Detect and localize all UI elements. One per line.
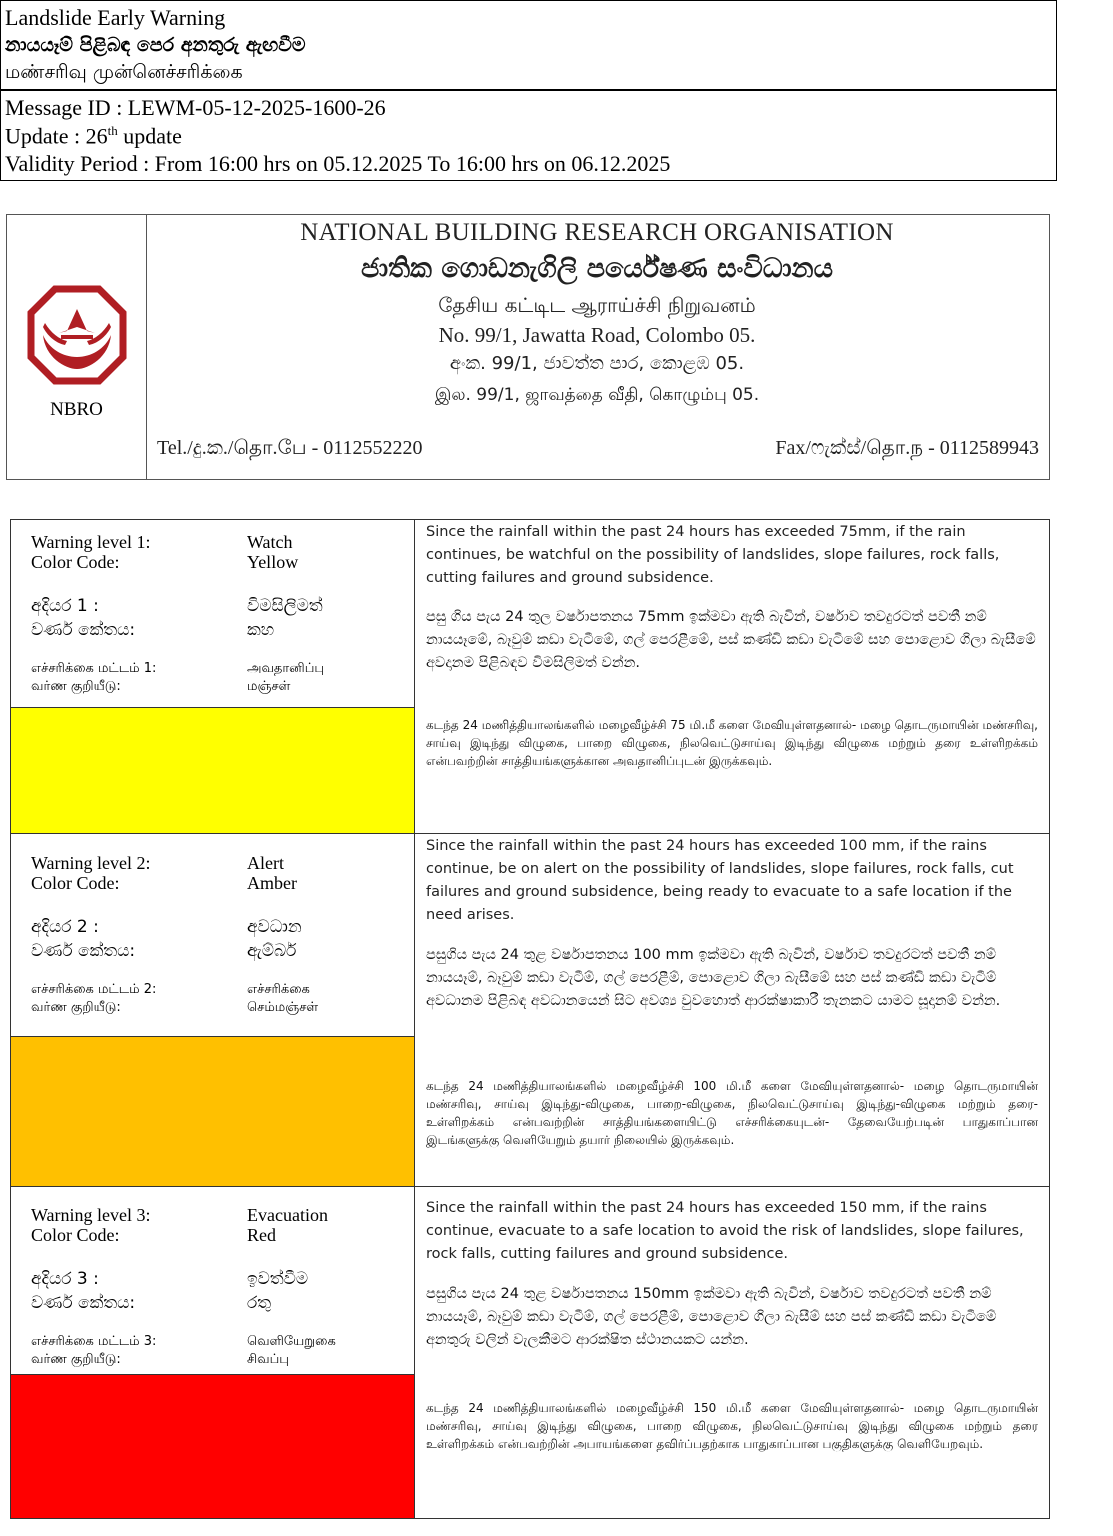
validity-period: Validity Period : From 16:00 hrs on 05.12.2025 To 16:00 hrs on 06.12.2025: [5, 151, 671, 176]
color-swatch-amber: [11, 1037, 414, 1186]
address-tamil: இல. 99/1, ஜாவத்தை வீதி, கொழும்பு 05.: [434, 385, 760, 405]
warning-row-level-1: [11, 520, 1049, 834]
level-value-en: Watch: [247, 532, 293, 552]
level-label-en: Warning level 3:: [31, 1205, 151, 1225]
color-value-en: Red: [247, 1225, 276, 1245]
level-value-en: Evacuation: [247, 1205, 328, 1225]
title-tamil: மண்சரிவு முன்னெச்சரிக்கை: [5, 61, 243, 83]
nbro-logo-icon: [25, 283, 129, 387]
level-value-ta: வெளியேறுகை: [247, 1334, 336, 1349]
warning-description-cell: [416, 834, 1049, 1186]
level-value-ta: எச்சரிக்கை: [247, 982, 310, 997]
color-value-en: Amber: [247, 873, 297, 893]
color-swatch-red: [11, 1375, 414, 1518]
logo-label: NBRO: [50, 399, 103, 420]
color-value-si: ඇම්බර්: [247, 941, 297, 961]
color-label-si: වර්ණ කේතය:: [31, 1293, 136, 1313]
description-tamil: கடந்த 24 மணித்தியாலங்களில் மழைவீழ்ச்சி 75 மி.மீ களை மேவியுள்ளதனால்- மழை தொடருமாயின் மண்சரிவு, சாய்வு இடிந்து விழுகை, பாறை விழுகை, நிலவெட்டுசாய்வு இடிந்து விழுகை மற்றும் தரை உள்ளிறக்கம் என்பவற்றின் சாத்தியங்களுக்கான அவதானிப்புடன் இருக்கவும்.: [426, 718, 1038, 768]
color-label-en: Color Code:: [31, 1225, 120, 1245]
warning-label-area: [11, 1187, 414, 1375]
org-name-english: NATIONAL BUILDING RESEARCH ORGANISATION: [300, 219, 894, 246]
warning-label-cell: [11, 1187, 415, 1518]
warning-label-area: [11, 834, 414, 1037]
message-info-box: [0, 89, 1057, 181]
update-number: Update : 26th update: [5, 123, 182, 149]
warning-levels-table: [10, 519, 1050, 1519]
organisation-letterhead: [6, 214, 1050, 480]
color-label-ta: வர்ண குறியீடு:: [31, 1352, 121, 1367]
color-label-en: Color Code:: [31, 552, 120, 572]
color-value-ta: சிவப்பு: [247, 1352, 289, 1367]
color-swatch-yellow: [11, 708, 414, 833]
color-value-ta: மஞ்சள்: [247, 679, 291, 694]
level-value-en: Alert: [247, 853, 284, 873]
warning-description-cell: [416, 520, 1049, 833]
level-label-ta: எச்சரிக்கை மட்டம் 3:: [31, 1334, 157, 1349]
warning-label-cell: [11, 520, 415, 833]
color-label-ta: வர்ண குறியீடு:: [31, 1000, 121, 1015]
level-value-si: අවධාන: [247, 917, 302, 937]
title-english: Landslide Early Warning: [5, 5, 226, 30]
warning-label-cell: [11, 834, 415, 1186]
org-name-sinhala: ජාතික ගොඩනැගිලි පර්යේෂණ සංවිධානය: [360, 253, 834, 284]
level-label-en: Warning level 2:: [31, 853, 151, 873]
description-tamil: கடந்த 24 மணித்தியாலங்களில் மழைவீழ்ச்சி 100 மி.மீ களை மேவியுள்ளதனால்- மழை தொடருமாயின் மண்சரிவு, சாய்வு இடிந்து-விழுகை, பாறை-விழுகை, நிலவெட்டுசாய்வு இடிந்து-விழுகை மற்றும் தரை-உள்ளிறக்கம் என்பவற்றின் சாத்தியங்களையிட்டு எச்சரிக்கையுடன்- தேவையேற்படின் பாதுகாப்பான இடங்களுக்கு வெளியேறும் தயார் நிலையில் இருக்கவும்.: [426, 1079, 1038, 1147]
description-english: Since the rainfall within the past 24 hours has exceeded 75mm, if the rain continues, be watchful on the possibility of landslides, slope failures, rock falls, cutting failures and ground subsidence.: [426, 524, 1000, 586]
warning-description-cell: [416, 1187, 1049, 1518]
level-label-si: අදියර 1 :: [31, 596, 99, 616]
color-label-ta: வர்ண குறியீடு:: [31, 679, 121, 694]
level-label-ta: எச்சரிக்கை மட்டம் 1:: [31, 661, 157, 676]
description-tamil: கடந்த 24 மணித்தியாலங்களில் மழைவீழ்ச்சி 150 மி.மீ களை மேவியுள்ளதனால்- மழை தொடருமாயின் மண்சரிவு, சாய்வு இடிந்து விழுகை, பாறை விழுகை, நிலவெட்டுசாய்வு இடிந்து விழுகை மற்றும் தரை உள்ளிறக்கம் என்பவற்றின் அபாயங்களை தவிர்ப்பதற்காக பாதுகாப்பான பகுதிகளுக்கு வெளியேறவும்.: [426, 1401, 1038, 1451]
logo-cell: [7, 215, 147, 479]
title-box: [0, 0, 1057, 89]
message-id: Message ID : LEWM-05-12-2025-1600-26: [5, 95, 386, 120]
color-label-si: වර්ණ කේතය:: [31, 941, 136, 961]
color-label-si: වර්ණ කේතය:: [31, 620, 136, 640]
warning-label-area: [11, 520, 414, 708]
level-value-si: ඉවත්වීම: [247, 1269, 309, 1289]
color-value-ta: செம்மஞ்சள்: [247, 1000, 319, 1015]
warning-row-level-2: [11, 834, 1049, 1187]
level-label-si: අදියර 2 :: [31, 917, 99, 937]
level-label-en: Warning level 1:: [31, 532, 151, 552]
address-english: No. 99/1, Jawatta Road, Colombo 05.: [438, 323, 756, 347]
level-value-si: විමසිලිමත්: [247, 596, 323, 616]
description-sinhala: පසු ගිය පැය 24 තුල වර්ෂාපතනය 75mm ඉක්මවා ඇති බැවින්, වර්ෂාව තවදුරටත් පවතී නම් නායයෑමේ, බෑවුම් කඩා වැටීමේ, ගල් පෙරළීමේ, පස් කණ්ඩි කඩා වැටීමේ සහ පොළොව ගිලා බැසීමේ අවදානම පිළිබඳව විමසිලිමත් වන්න.: [426, 609, 1036, 671]
description-english: Since the rainfall within the past 24 hours has exceeded 100 mm, if the rains continue, be on alert on the possibility of landslides, slope failures, rock falls, cut failures and ground subsidence, being ready to evacuate to a safe location if the need arises.: [426, 838, 1014, 923]
telephone-number: Tel./දු.ක./தொ.பே - 0112552220: [157, 437, 423, 459]
level-label-ta: எச்சரிக்கை மட்டம் 2:: [31, 982, 157, 997]
color-value-si: රතු: [247, 1293, 272, 1313]
level-label-si: අදියර 3 :: [31, 1269, 99, 1289]
color-label-en: Color Code:: [31, 873, 120, 893]
color-value-si: කහ: [247, 620, 275, 640]
org-name-tamil: தேசிய கட்டிட ஆராய்ச்சி நிறுவனம்: [438, 293, 756, 317]
warning-row-level-3: [11, 1187, 1049, 1518]
level-value-ta: அவதானிப்பு: [247, 661, 325, 676]
description-english: Since the rainfall within the past 24 hours has exceeded 150 mm, if the rains continue, evacuate to a safe location to avoid the risk of landslides, slope failures, rock falls, cutting failures and ground subsidence.: [426, 1200, 1024, 1262]
description-sinhala: පසුගිය පැය 24 තුළ වර්ෂාපතනය 100 mm ඉක්මවා ඇති බැවින්, වර්ෂාව තවදුරටත් පවතී නම් නායයෑම්, බෑවුම් කඩා වැටීම්, ගල් පෙරළීම්, පොළොව ගිලා බැසීමේ සහ පස් කණ්ඩි කඩා වැටීම් අවධානම පිළිබඳ අවධානයෙන් සිට අවශ්‍ය වුවහොත් ආරක්ෂාකාරී තැනකට යාමට සූදානම් වන්න.: [426, 947, 1001, 1009]
description-sinhala: පසුගිය පැය 24 තුළ වර්ෂාපතනය 150mm ඉක්මවා ඇති බැවින්, වර්ෂාව තවදුරටත් පවතී නම් නායයෑම්, බෑවුම් කඩා වැටීම්, ගල් පෙරළීම්, පොළොව ගිලා බැසීම් සහ පස් කණ්ඩි කඩා වැටීමේ අනතුරු වලින් වැලකීමට ආරක්ෂිත ස්ථානයකට යන්න.: [426, 1286, 997, 1348]
color-value-en: Yellow: [247, 552, 299, 572]
fax-number: Fax/ෆැක්ස්/தொ.ந - 0112589943: [775, 437, 1039, 459]
title-sinhala: නායයෑම් පිළිබඳ පෙර අනතුරු ඇඟවීම: [5, 34, 306, 56]
address-sinhala: අංක. 99/1, ජාවත්ත පාර, කොළඹ 05.: [449, 353, 745, 374]
